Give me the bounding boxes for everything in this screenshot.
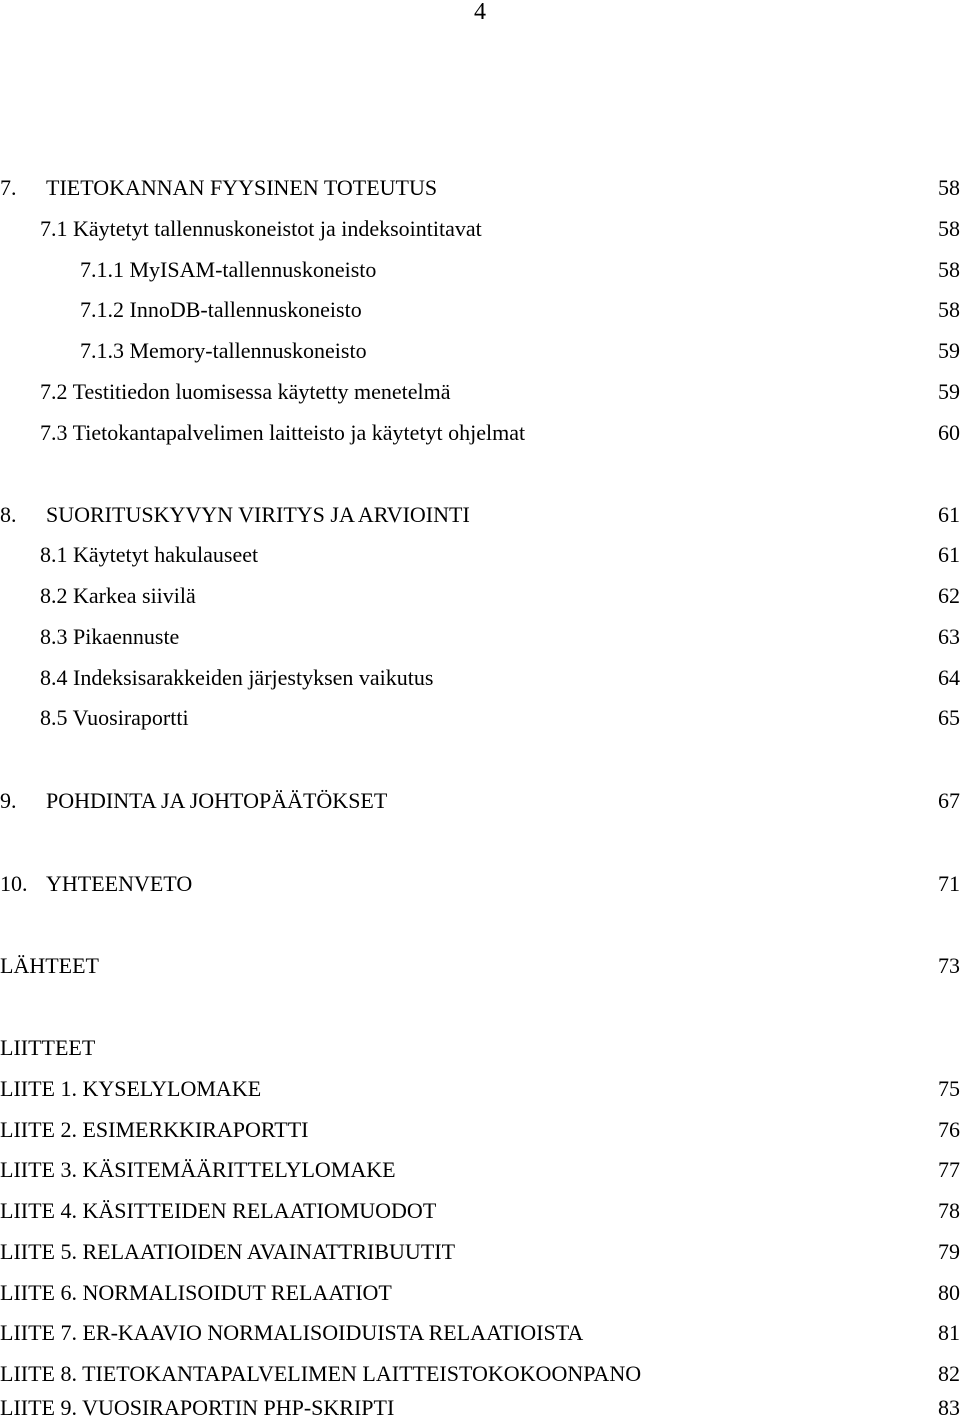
page-number: 4	[474, 0, 486, 25]
toc-appendix-label: LIITE 7. ER-KAAVIO NORMALISOIDUISTA RELAATIOISTA	[0, 1320, 584, 1345]
toc-page-number: 78	[938, 1198, 960, 1223]
toc-page-number: 58	[938, 175, 960, 200]
toc-entry-liite-6[interactable]	[0, 1278, 960, 1308]
toc-page-number: 65	[938, 705, 960, 730]
toc-page-number: 58	[938, 297, 960, 322]
toc-appendix-label: LIITE 8. TIETOKANTAPALVELIMEN LAITTEISTOKOKOONPANO	[0, 1361, 642, 1386]
toc-section-label: 8.1 Käytetyt hakulauseet	[40, 542, 259, 567]
toc-appendix-label: LIITE 2. ESIMERKKIRAPORTTI	[0, 1117, 309, 1142]
toc-chapter-number: 10.	[0, 871, 28, 896]
toc-section-label: 7.1.3 Memory-tallennuskoneisto	[80, 338, 367, 363]
toc-appendix-label: LIITE 1. KYSELYLOMAKE	[0, 1076, 262, 1101]
toc-page-number: 59	[938, 338, 960, 363]
toc-appendix-label: LIITE 5. RELAATIOIDEN AVAINATTRIBUUTIT	[0, 1239, 456, 1264]
toc-entry-chapter-10[interactable]	[0, 869, 960, 899]
toc-chapter-title: YHTEENVETO	[46, 871, 193, 896]
toc-entry-liite-2[interactable]	[0, 1115, 960, 1145]
toc-section-label: 8.2 Karkea siivilä	[40, 583, 196, 608]
toc-entry-liite-1[interactable]	[0, 1074, 960, 1104]
toc-entry-7-3[interactable]	[0, 418, 960, 448]
toc-appendix-label: LIITE 6. NORMALISOIDUT RELAATIOT	[0, 1280, 392, 1305]
toc-chapter-title: TIETOKANNAN FYYSINEN TOTEUTUS	[46, 175, 438, 200]
toc-chapter-title: LÄHTEET	[0, 953, 99, 978]
toc-entry-liite-3[interactable]	[0, 1155, 960, 1185]
toc-entry-8-2[interactable]	[0, 581, 960, 611]
toc-entry-8-5[interactable]	[0, 703, 960, 733]
toc-entry-8-4[interactable]	[0, 663, 960, 693]
toc-entry-chapter-7[interactable]	[0, 173, 960, 203]
toc-page-number: 83	[938, 1395, 960, 1420]
toc-page-number: 61	[938, 542, 960, 567]
toc-entry-7-2[interactable]	[0, 377, 960, 407]
toc-entry-7-1-2[interactable]	[0, 295, 960, 325]
toc-chapter-title: POHDINTA JA JOHTOPÄÄTÖKSET	[46, 788, 388, 813]
toc-page-number: 80	[938, 1280, 960, 1305]
toc-entry-lahteet[interactable]	[0, 951, 960, 981]
toc-entry-7-1[interactable]	[0, 214, 960, 244]
toc-entry-chapter-9[interactable]	[0, 786, 960, 816]
toc-section-label: 7.2 Testitiedon luomisessa käytetty menetelmä	[40, 379, 451, 404]
toc-entry-liite-5[interactable]	[0, 1237, 960, 1267]
toc-page-number: 81	[938, 1320, 960, 1345]
toc-entry-7-1-3[interactable]	[0, 336, 960, 366]
toc-page-number: 62	[938, 583, 960, 608]
toc-section-label: 7.1.1 MyISAM-tallennuskoneisto	[80, 257, 377, 282]
toc-chapter-number: 7.	[0, 175, 17, 200]
toc-entry-7-1-1[interactable]	[0, 255, 960, 285]
toc-page-number: 79	[938, 1239, 960, 1264]
toc-section-label: 8.4 Indeksisarakkeiden järjestyksen vaikutus	[40, 665, 434, 690]
toc-section-label: 7.3 Tietokantapalvelimen laitteisto ja käytetyt ohjelmat	[40, 420, 526, 445]
toc-entry-8-1[interactable]	[0, 540, 960, 570]
toc-page-number: 77	[938, 1157, 960, 1182]
toc-page-number: 67	[938, 788, 960, 813]
toc-entry-liite-7[interactable]	[0, 1318, 960, 1348]
toc-page-number: 63	[938, 624, 960, 649]
toc-page-number: 75	[938, 1076, 960, 1101]
toc-chapter-title: LIITTEET	[0, 1035, 96, 1060]
toc-entry-8-3[interactable]	[0, 622, 960, 652]
toc-appendix-label: LIITE 4. KÄSITTEIDEN RELAATIOMUODOT	[0, 1198, 437, 1223]
toc-page-number: 64	[938, 665, 960, 690]
toc-page-number: 58	[938, 257, 960, 282]
toc-page-number: 71	[938, 871, 960, 896]
toc-page-number: 82	[938, 1361, 960, 1386]
toc-entry-liite-8[interactable]	[0, 1359, 960, 1389]
toc-chapter-title: SUORITUSKYVYN VIRITYS JA ARVIOINTI	[46, 502, 470, 527]
toc-section-label: 7.1.2 InnoDB-tallennuskoneisto	[80, 297, 362, 322]
toc-page-number: 61	[938, 502, 960, 527]
toc-appendix-label: LIITE 3. KÄSITEMÄÄRITTELYLOMAKE	[0, 1157, 396, 1182]
toc-section-label: 7.1 Käytetyt tallennuskoneistot ja indeksointitavat	[40, 216, 482, 241]
toc-chapter-number: 9.	[0, 788, 17, 813]
toc-page-number: 76	[938, 1117, 960, 1142]
toc-heading-liitteet	[0, 1033, 960, 1063]
toc-page-number: 58	[938, 216, 960, 241]
toc-appendix-label: LIITE 9. VUOSIRAPORTIN PHP-SKRIPTI	[0, 1395, 395, 1420]
toc-entry-liite-4[interactable]	[0, 1196, 960, 1226]
toc-page-number: 60	[938, 420, 960, 445]
toc-section-label: 8.3 Pikaennuste	[40, 624, 180, 649]
toc-page-number: 73	[938, 953, 960, 978]
toc-section-label: 8.5 Vuosiraportti	[40, 705, 189, 730]
toc-entry-liite-9[interactable]	[0, 1393, 960, 1423]
toc-entry-chapter-8[interactable]	[0, 500, 960, 530]
toc-chapter-number: 8.	[0, 502, 17, 527]
toc-page-number: 59	[938, 379, 960, 404]
